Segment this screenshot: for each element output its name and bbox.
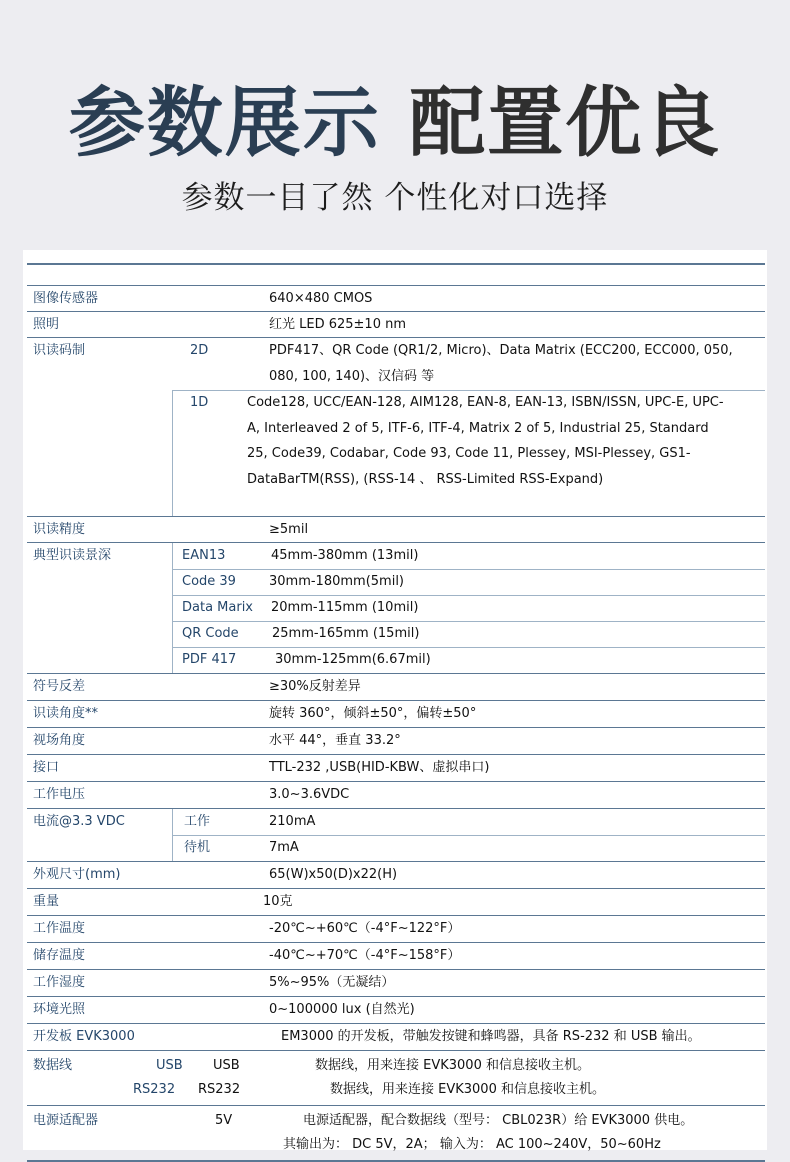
dof-code: PDF 417	[182, 652, 237, 667]
dof-range: 20mm-115mm (10mil)	[271, 600, 419, 615]
row-weight	[27, 889, 765, 916]
dof-code: EAN13	[182, 548, 226, 563]
row-symbologies	[27, 338, 765, 517]
label-depth-of-field: 典型识读景深	[33, 548, 112, 563]
value-field-of-view: 水平 44°，垂直 33.2°	[269, 733, 401, 748]
label-2d: 2D	[190, 343, 209, 358]
title-part1: 参数展示	[68, 78, 381, 167]
value-scan-angle: 旋转 360°，倾斜±50°，偏转±50°	[269, 706, 477, 721]
label-dev-board: 开发板 EVK3000	[33, 1029, 135, 1044]
power-adapter-model: 5V	[215, 1113, 233, 1128]
label-print-contrast: 符号反差	[33, 679, 86, 694]
power-adapter-line1: 电源适配器，配合数据线（型号： CBL023R）给 EVK3000 供电。	[303, 1113, 694, 1128]
current-work-row	[172, 809, 765, 836]
row-operating-temp	[27, 916, 765, 943]
dof-range: 30mm-180mm(5mil)	[269, 574, 405, 589]
dof-code: QR Code	[182, 626, 239, 641]
value-dimensions: 65(W)x50(D)x22(H)	[269, 867, 398, 882]
value-1d: Code128, UCC/EAN-128, AIM128, EAN-8, EAN-13, ISBN/ISSN, UPC-E, UPC-A, Interleaved 2 of 5, ITF-6, ITF-4, Matrix 2 of 5, Industrial 25, Standard 25, Code39, Codabar, Code 93, Code 11, Plessey, MSI-Plessey, GS1-DataBarTM(RSS), (RSS-14 、 RSS-Limited RSS-Expand)	[247, 395, 724, 487]
data-cable-rs232-model: RS232	[198, 1082, 241, 1097]
value-resolution: ≥5mil	[269, 522, 309, 537]
spec-card	[23, 250, 767, 1150]
value-dev-board: EM3000 的开发板，带触发按键和蜂鸣器，具备 RS-232 和 USB 输出。	[281, 1029, 701, 1044]
value-print-contrast: ≥30%反射差异	[269, 679, 361, 694]
dof-item	[172, 569, 765, 596]
label-current: 电流@3.3 VDC	[33, 814, 125, 829]
title-part2: 配置优良	[409, 78, 722, 167]
row-data-cable	[27, 1051, 765, 1106]
row-field-of-view	[27, 728, 765, 755]
dof-code: Data Marix	[182, 600, 254, 615]
row-image-sensor	[27, 286, 765, 312]
label-symbologies: 识读码制	[33, 343, 86, 358]
label-scan-angle: 识读角度**	[33, 706, 99, 721]
label-image-sensor: 图像传感器	[33, 291, 99, 306]
label-storage-temp: 储存温度	[33, 948, 86, 963]
data-cable-usb-model: USB	[213, 1058, 240, 1073]
divider-symbologies	[172, 390, 173, 516]
label-current-work: 工作	[184, 814, 211, 829]
value-voltage: 3.0~3.6VDC	[269, 787, 350, 802]
page-header	[0, 0, 790, 250]
dof-range: 30mm-125mm(6.67mil)	[275, 652, 431, 667]
row-dimensions	[27, 862, 765, 889]
row-current	[27, 809, 765, 862]
label-current-standby: 待机	[184, 840, 211, 855]
row-resolution	[27, 517, 765, 543]
label-illumination: 照明	[33, 317, 60, 332]
dof-item	[172, 621, 765, 648]
row-ambient-light	[27, 997, 765, 1024]
page-subtitle: 参数一目了然 个性化对口选择	[181, 180, 609, 216]
value-current-standby: 7mA	[269, 840, 299, 855]
data-cable-rs232-desc: 数据线，用来连接 EVK3000 和信息接收主机。	[330, 1082, 605, 1097]
dof-code: Code 39	[182, 574, 236, 589]
dof-item	[172, 543, 765, 570]
value-ambient-light: 0~100000 lux (自然光)	[269, 1002, 415, 1017]
row-voltage	[27, 782, 765, 809]
dof-item	[172, 647, 765, 673]
value-illumination: 红光 LED 625±10 nm	[269, 317, 407, 332]
label-weight: 重量	[33, 894, 60, 909]
dof-range: 45mm-380mm (13mil)	[271, 548, 419, 563]
label-humidity: 工作湿度	[33, 975, 86, 990]
value-storage-temp: -40℃~+70℃（-4°F~158°F）	[269, 948, 461, 963]
label-operating-temp: 工作温度	[33, 921, 86, 936]
row-storage-temp	[27, 943, 765, 970]
label-data-cable: 数据线	[33, 1058, 73, 1073]
data-cable-usb-type: USB	[156, 1058, 183, 1073]
value-interface: TTL-232 ,USB(HID-KBW、虚拟串口)	[269, 760, 490, 775]
value-humidity: 5%~95%（无凝结）	[269, 975, 395, 990]
sub-row-2d	[172, 338, 765, 391]
label-resolution: 识读精度	[33, 522, 86, 537]
row-interface	[27, 755, 765, 782]
row-depth-of-field	[27, 543, 765, 674]
spec-table	[27, 263, 765, 1162]
label-dimensions: 外观尺寸(mm)	[33, 867, 121, 882]
table-top-spacer	[27, 263, 765, 286]
value-current-work: 210mA	[269, 814, 316, 829]
row-print-contrast	[27, 674, 765, 701]
row-illumination	[27, 312, 765, 338]
data-cable-rs232-type: RS232	[133, 1082, 176, 1097]
row-dev-board	[27, 1024, 765, 1051]
power-adapter-line2: 其输出为： DC 5V，2A； 输入为： AC 100~240V，50~60Hz	[283, 1137, 661, 1152]
label-interface: 接口	[33, 760, 60, 775]
dof-range: 25mm-165mm (15mil)	[272, 626, 420, 641]
row-scan-angle	[27, 701, 765, 728]
value-image-sensor: 640×480 CMOS	[269, 291, 373, 306]
label-1d: 1D	[190, 395, 209, 410]
label-voltage: 工作电压	[33, 787, 86, 802]
label-power-adapter: 电源适配器	[33, 1113, 99, 1128]
value-2d: PDF417、QR Code (QR1/2, Micro)、Data Matrix (ECC200, ECC000, 050, 080, 100, 140)、汉信码 等	[269, 343, 733, 384]
label-ambient-light: 环境光照	[33, 1002, 86, 1017]
label-field-of-view: 视场角度	[33, 733, 86, 748]
value-weight: 10克	[263, 894, 293, 909]
page-title	[0, 62, 790, 171]
dof-item	[172, 595, 765, 622]
row-humidity	[27, 970, 765, 997]
value-operating-temp: -20℃~+60℃（-4°F~122°F）	[269, 921, 461, 936]
data-cable-usb-desc: 数据线，用来连接 EVK3000 和信息接收主机。	[315, 1058, 590, 1073]
